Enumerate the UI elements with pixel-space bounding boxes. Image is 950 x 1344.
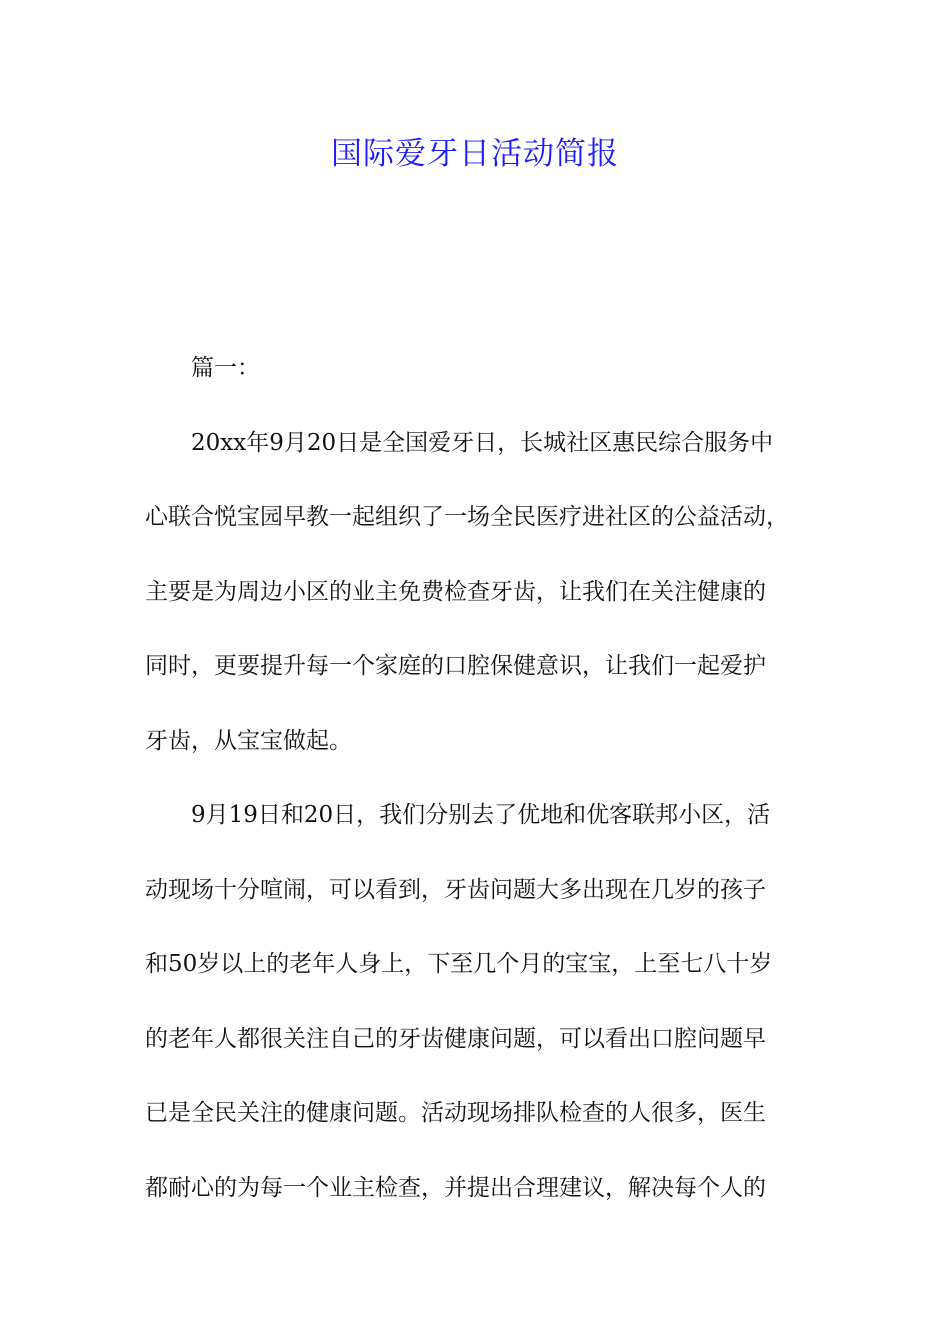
- paragraph-line: 已是全民关注的健康问题。活动现场排队检查的人很多，医生: [145, 1100, 766, 1126]
- paragraph-line: 的老年人都很关注自己的牙齿健康问题，可以看出口腔问题早: [145, 1025, 766, 1052]
- paragraph-line: 都耐心的为每一个业主检查，并提出合理建议，解决每个人的: [145, 1174, 766, 1201]
- section-heading: [145, 331, 805, 406]
- paragraph-line: 牙齿，从宝宝做起。: [145, 727, 352, 754]
- paragraph-1: [145, 406, 805, 779]
- paragraph-line: 心联合悦宝园早教一起组织了一场全民医疗进社区的公益活动，: [145, 504, 789, 530]
- paragraph-line: 和50岁以上的老年人身上，下至几个月的宝宝，上至七八十岁: [145, 951, 773, 977]
- document-title: 国际爱牙日活动简报: [331, 136, 619, 172]
- paragraph-line: 9月19日和20日，我们分别去了优地和优客联邦小区，活: [191, 802, 771, 828]
- paragraph-line: 主要是为周边小区的业主免费检查牙齿，让我们在关注健康的: [145, 578, 766, 605]
- document-body: [145, 331, 805, 1225]
- section-heading-text: 篇一：: [191, 355, 260, 381]
- paragraph-line: 同时，更要提升每一个家庭的口腔保健意识，让我们一起爱护: [145, 653, 766, 679]
- paragraph-line: 动现场十分喧闹，可以看到，牙齿问题大多出现在几岁的孩子: [145, 876, 766, 903]
- paragraph-line: 20xx年9月20日是全国爱牙日，长城社区惠民综合服务中: [191, 429, 774, 456]
- paragraph-2: [145, 778, 805, 1225]
